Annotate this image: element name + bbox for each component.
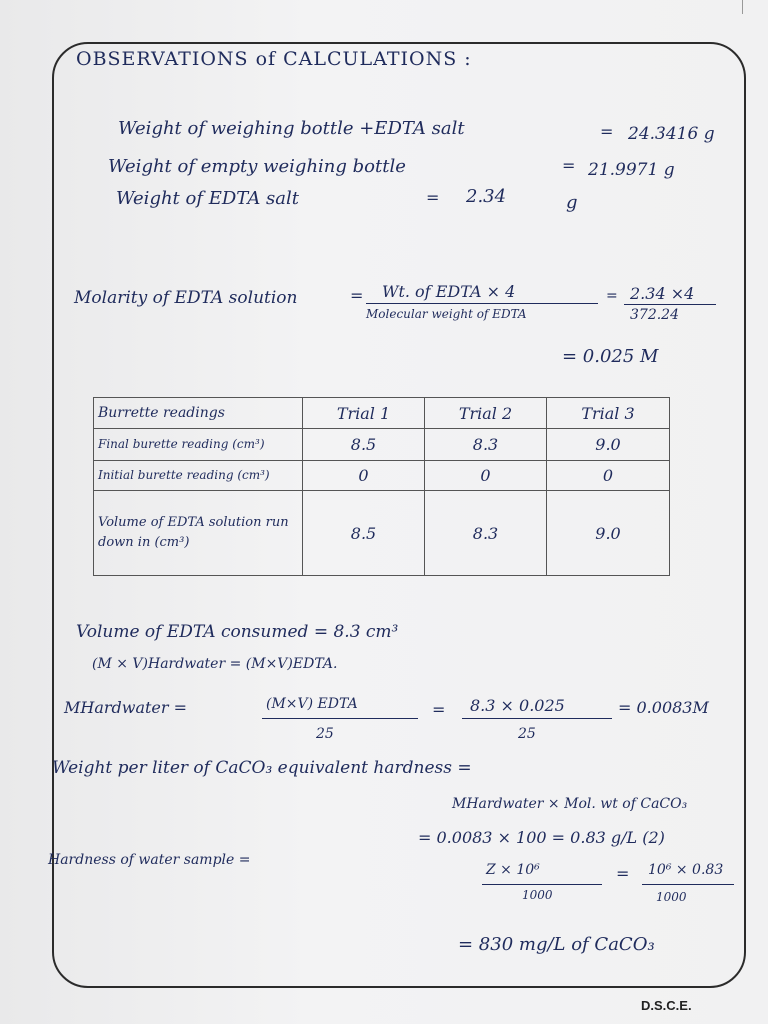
page-edge-mark xyxy=(742,0,743,14)
table-cell: 8.5 xyxy=(303,429,425,461)
table-header-row xyxy=(94,398,670,429)
weight-empty-bottle-eq: = xyxy=(562,156,576,175)
weight-empty-bottle-value: 21.9971 g xyxy=(588,160,675,180)
hardness-numerator: Z × 10⁶ xyxy=(486,862,540,878)
weight-per-liter-result: = 0.0083 × 100 = 0.83 g/L (2) xyxy=(418,828,665,847)
molarity-fraction-bar xyxy=(366,303,598,304)
table-cell: 8.3 xyxy=(425,429,547,461)
hardness-fraction-bar xyxy=(482,884,602,885)
molarity-eq: = xyxy=(350,286,364,305)
footer-institution: D.S.C.E. xyxy=(641,998,692,1013)
hardness-fraction-bar-2 xyxy=(642,884,734,885)
table-cell: 0 xyxy=(303,461,425,491)
hardness-denominator: 1000 xyxy=(522,888,553,902)
hardness-eq: = xyxy=(616,864,630,883)
table-cell: 9.0 xyxy=(547,429,670,461)
m-hardwater-label: MHardwater = xyxy=(64,698,188,717)
weight-bottle-edta-value: 24.3416 g xyxy=(628,124,715,144)
table-cell: 0 xyxy=(425,461,547,491)
weight-edta-salt-eq: = xyxy=(426,188,440,207)
m-hardwater-fraction-bar xyxy=(262,718,418,719)
table-cell: 8.3 xyxy=(425,491,547,576)
table-header-cell: Trial 1 xyxy=(303,398,425,429)
weight-edta-salt-unit: g xyxy=(566,192,578,213)
table-row-label: Final burette reading (cm³) xyxy=(94,429,303,461)
hardness-denominator-2: 1000 xyxy=(656,890,687,904)
molarity-numerator: Wt. of EDTA × 4 xyxy=(382,282,516,301)
table-row xyxy=(94,461,670,491)
m-hardwater-fraction-bar-2 xyxy=(462,718,612,719)
table-header-cell: Trial 2 xyxy=(425,398,547,429)
molarity-numerator-2: 2.34 ×4 xyxy=(630,284,695,303)
weight-bottle-edta-label: Weight of weighing bottle +EDTA salt xyxy=(118,118,465,139)
molarity-result: = 0.025 M xyxy=(562,346,659,367)
molarity-label: Molarity of EDTA solution xyxy=(74,288,298,308)
m-hardwater-denominator: 25 xyxy=(316,726,334,742)
table-cell: 0 xyxy=(547,461,670,491)
weight-edta-salt-value: 2.34 xyxy=(466,186,507,207)
m-hardwater-eq: = xyxy=(432,700,446,719)
burette-table xyxy=(93,397,670,576)
molarity-fraction-bar-2 xyxy=(624,304,716,305)
table-row xyxy=(94,429,670,461)
weight-edta-salt-label: Weight of EDTA salt xyxy=(116,188,300,209)
hardness-label: Hardness of water sample = xyxy=(48,852,251,868)
table-cell: 9.0 xyxy=(547,491,670,576)
m-hardwater-numerator-2: 8.3 × 0.025 xyxy=(470,696,565,715)
m-hardwater-numerator: (M×V) EDTA xyxy=(266,696,358,712)
table-cell: 8.5 xyxy=(303,491,425,576)
hardness-numerator-2: 10⁶ × 0.83 xyxy=(648,862,724,878)
molarity-denominator-2: 372.24 xyxy=(630,307,679,323)
molarity-eq2: = xyxy=(606,288,618,304)
weight-per-liter-line: Weight per liter of CaCO₃ equivalent hardness = xyxy=(52,758,472,778)
final-hardness-result: = 830 mg/L of CaCO₃ xyxy=(458,934,655,955)
table-row xyxy=(94,491,670,576)
weight-per-liter-formula: MHardwater × Mol. wt of CaCO₃ xyxy=(452,796,688,812)
table-row-label: Volume of EDTA solution run down in (cm³) xyxy=(94,491,303,576)
m-hardwater-denominator-2: 25 xyxy=(518,726,536,742)
volume-consumed-line: Volume of EDTA consumed = 8.3 cm³ xyxy=(76,622,399,642)
table-header-cell: Burrette readings xyxy=(94,398,303,429)
mv-relation-line: (M × V)Hardwater = (M×V)EDTA. xyxy=(92,656,338,672)
table-header-cell: Trial 3 xyxy=(547,398,670,429)
weight-bottle-edta-eq: = xyxy=(600,122,614,141)
weight-empty-bottle-label: Weight of empty weighing bottle xyxy=(108,156,406,177)
molarity-denominator: Molecular weight of EDTA xyxy=(366,307,527,321)
page-title: OBSERVATIONS of CALCULATIONS : xyxy=(76,48,472,70)
table-row-label: Initial burette reading (cm³) xyxy=(94,461,303,491)
m-hardwater-result: = 0.0083M xyxy=(618,698,709,717)
